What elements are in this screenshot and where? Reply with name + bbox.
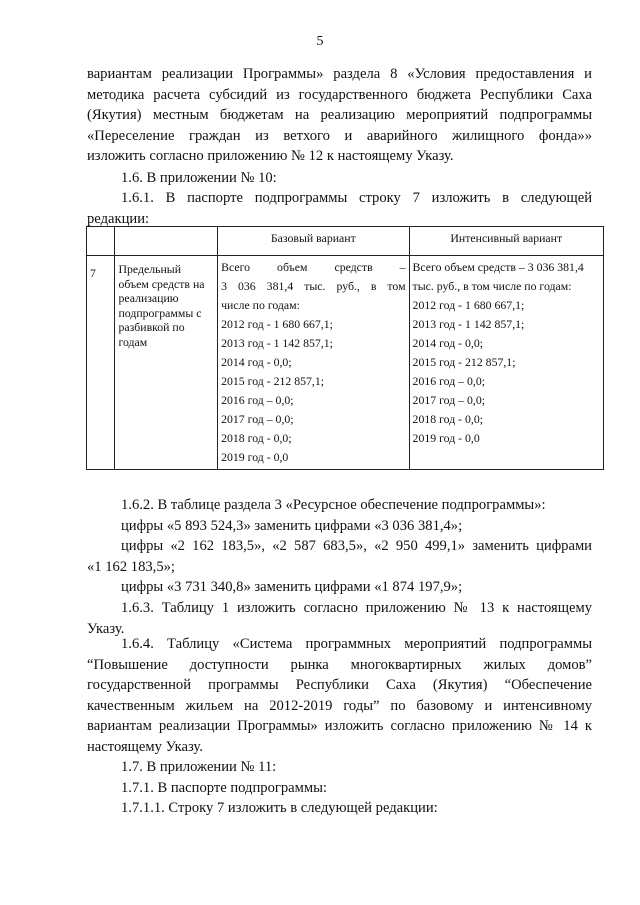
item-1-6-4-line: 1.6.4. Таблицу «Система программных мероприятий подпрограммы: [121, 636, 592, 652]
intensive-line: 2018 год - 0,0;: [412, 412, 484, 426]
base-line: 3 036 381,4 тыс. руб., в том: [221, 279, 406, 293]
figures-2-line: цифры «2 162 183,5», «2 587 683,5», «2 950 499,1» заменить цифрами: [121, 538, 592, 554]
row-number: 7: [87, 256, 115, 470]
item-1-6-3: [87, 598, 592, 639]
base-line: 2018 год - 0,0;: [221, 431, 292, 445]
header-empty-cell: [87, 227, 115, 256]
intro-line: «Переселение граждан из ветхого и аварийного жилищного фонда»»: [87, 127, 592, 144]
page-number: 5: [316, 34, 324, 49]
item-1-7: [87, 757, 592, 819]
row-name-line: реализацию: [118, 291, 179, 305]
item-1-6: [87, 168, 592, 189]
item-1-6-3-line: Указу.: [87, 620, 125, 637]
item-1-6-4-line: качественным жильем на 2012-2019 годы” по базовому и интенсивному: [87, 697, 592, 714]
intensive-line: Всего объем средств – 3 036 381,4: [412, 260, 584, 274]
intensive-variant-cell: [409, 256, 603, 470]
intensive-line: 2016 год – 0,0;: [412, 374, 486, 388]
item-1-6-text: 1.6. В приложении № 10:: [121, 170, 277, 186]
item-1-6-4: [87, 634, 592, 757]
item-1-6-1-line: редакции:: [87, 210, 150, 227]
row-name-line: разбивкой по: [118, 320, 185, 334]
row-name-line: годам: [118, 334, 148, 349]
figures-2-line: «1 162 183,5»;: [87, 558, 175, 575]
item-1-6-2-text: 1.6.2. В таблице раздела 3 «Ресурсное обеспечение подпрограммы»:: [121, 497, 546, 513]
base-line: 2019 год - 0,0: [221, 450, 289, 464]
intensive-line: 2014 год - 0,0;: [412, 336, 484, 350]
base-line: 2016 год – 0,0;: [221, 393, 294, 407]
table-row: [87, 256, 604, 470]
row-name-line: подпрограммы с: [118, 305, 202, 320]
base-line: 2015 год - 212 857,1;: [221, 374, 325, 388]
header-intensive-variant: Интенсивный вариант: [409, 227, 603, 256]
item-1-6-3-line: 1.6.3. Таблицу 1 изложить согласно приложению № 13 к настоящему: [121, 600, 592, 616]
intro-line: вариантам реализации Программы» раздела 8 «Условия предоставления и: [87, 66, 592, 82]
base-line: числе по годам:: [221, 298, 300, 312]
intensive-line: 2019 год - 0,0: [412, 431, 480, 445]
figures-3: цифры «3 731 340,8» заменить цифрами «1 874 197,9»;: [121, 579, 463, 595]
item-1-6-4-line: “Повышение доступности рынка многоквартирных жилых домов”: [87, 656, 592, 673]
base-variant-cell: [218, 256, 409, 470]
intensive-line: 2017 год – 0,0;: [412, 393, 486, 407]
header-base-variant: Базовый вариант: [218, 227, 409, 256]
base-line: 2014 год - 0,0;: [221, 355, 292, 369]
passport-table: [86, 226, 604, 470]
figures-1: цифры «5 893 524,3» заменить цифрами «3 036 381,4»;: [121, 517, 463, 534]
row-name-cell: [115, 256, 218, 470]
item-1-6-1: [87, 188, 592, 229]
intensive-line: 2015 год - 212 857,1;: [412, 355, 516, 369]
table-header-row: [87, 227, 604, 256]
base-line: 2017 год – 0,0;: [221, 412, 294, 426]
item-1-6-1-line: 1.6.1. В паспорте подпрограммы строку 7 изложить в следующей: [121, 190, 592, 206]
intensive-line: 2013 год - 1 142 857,1;: [412, 317, 525, 331]
intro-line: (Якутия) местным бюджетам на реализацию мероприятий подпрограммы: [87, 107, 592, 123]
base-line: 2012 год - 1 680 667,1;: [221, 317, 333, 331]
intro-line: изложить согласно приложению № 12 к настоящему Указу.: [87, 148, 454, 164]
intro-line: методика расчета субсидий из государственного бюджета Республики Саха: [87, 86, 592, 103]
intro-paragraph: [87, 64, 592, 167]
base-line: 2013 год - 1 142 857,1;: [221, 336, 333, 350]
item-1-6-4-line: настоящему Указу.: [87, 738, 203, 755]
row-name-line: Предельный: [118, 262, 182, 276]
intensive-line: 2012 год - 1 680 667,1;: [412, 298, 525, 312]
item-1-7-1-1-text: 1.7.1.1. Строку 7 изложить в следующей редакции:: [121, 800, 438, 816]
row-name-line: объем средств на: [118, 276, 205, 291]
item-1-7-1-text: 1.7.1. В паспорте подпрограммы:: [121, 779, 327, 796]
intensive-line: тыс. руб., в том числе по годам:: [412, 279, 572, 293]
item-1-6-2: [87, 495, 592, 598]
header-empty-cell: [115, 227, 218, 256]
base-line: Всего объем средств –: [221, 260, 406, 274]
item-1-7-text: 1.7. В приложении № 11:: [121, 759, 277, 775]
item-1-6-4-line: государственной программы Республики Саха (Якутия) “Обеспечение: [87, 677, 592, 693]
item-1-6-4-line: вариантам реализации Программы» изложить согласно приложению № 14 к: [87, 718, 592, 734]
